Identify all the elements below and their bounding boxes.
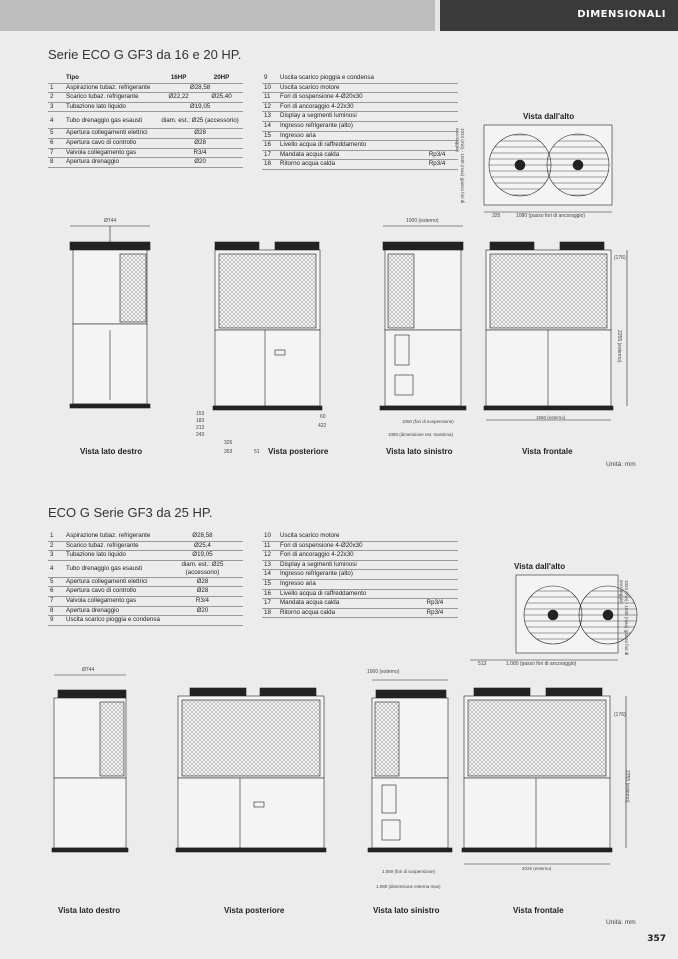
table-row: 2 Scarico tubaz. refrigerante Ø25,4: [48, 541, 243, 551]
table-row: 9 Uscita scarico pioggia e condensa: [262, 74, 458, 83]
dim-325: 325: [492, 213, 501, 219]
table-row: 15 Ingresso aria: [262, 579, 458, 589]
table-row: 4 Tubo drenaggio gas esausti diam. est.: Ø25 (accessorio): [48, 112, 243, 129]
view-right-label-2: Vista lato destro: [58, 906, 121, 915]
dim-1080-2: 1.080 (passo fori di ancoraggio): [506, 661, 577, 667]
table-row: 16 Livello acqua di raffreddamento: [262, 589, 458, 599]
table-row: 14 Ingresso refrigerante (alto): [262, 570, 458, 580]
dim-1000: 1000 (esterno): [406, 218, 439, 224]
view-top-label: Vista dall'alto: [523, 112, 575, 121]
table-row: 3 Tubazione lato liquido Ø19,05: [48, 551, 243, 561]
dim-1650: 1650 (esterno): [536, 415, 566, 420]
view-left-label: Vista lato sinistro: [386, 447, 453, 456]
view-top-label-2: Vista dall'alto: [514, 562, 566, 571]
section1-title: Serie ECO G GF3 da 16 e 20 HP.: [48, 47, 242, 62]
table-row: 7 Valvola collegamento gas R3/4: [48, 596, 243, 606]
dim-243: 243: [196, 432, 205, 438]
table-row: 11 Fori di sospensione 4-Ø20x30: [262, 541, 458, 551]
dim-1080b: 1080 (dimensione est. massima): [388, 432, 454, 437]
table-row: 17 Mandata acqua calda Rp3/4: [262, 599, 458, 609]
view-front-label-2: Vista frontale: [513, 906, 564, 915]
dim-153: 153: [196, 411, 205, 417]
dim-176: (176): [614, 255, 626, 261]
rear-view-2: [176, 688, 326, 852]
dim-213: 213: [196, 425, 205, 431]
table-row: 13 Display a segmenti luminosi: [262, 112, 458, 122]
table-row: 10 Uscita scarico motore: [262, 83, 458, 93]
view-right-label: Vista lato destro: [80, 447, 143, 456]
table-row: 15 Ingresso aria: [262, 131, 458, 141]
table-row: 7 Valvola collegamento gas R3/4: [48, 148, 243, 158]
table-row: 6 Apertura cavo di controllo Ø28: [48, 138, 243, 148]
table-header: Tipo 16HP 20HP: [48, 74, 243, 83]
table-row: 16 Livello acqua di raffreddamento: [262, 141, 458, 151]
dim-1080: 1080 (passo fori di ancoraggio): [516, 213, 585, 219]
table-row: 12 Fori di ancoraggio 4-22x30: [262, 102, 458, 112]
table-row: 5 Apertura collegamenti elettrici Ø28: [48, 577, 243, 587]
unit-label: Unità: mm: [606, 461, 636, 468]
dim-1050-2: 1.050 (fori di sospensione): [382, 869, 436, 874]
dim-2255: 2255 (esterno): [616, 330, 622, 363]
dim-1024: 1024 (min) - 1040 (max) (passo fori di ancoraggio): [455, 128, 465, 204]
front-view-2: [462, 688, 626, 864]
dim-51: 51: [254, 449, 260, 455]
dim-1080b-2: 1.080 (dimensione esterna max): [376, 884, 441, 889]
table-row: 3 Tubazione lato liquido Ø19,05: [48, 102, 243, 112]
dim-2026: 2026 (esterno): [522, 866, 552, 871]
dim-1050: 1050 (fori di sospensione): [402, 419, 454, 424]
table-row: 17 Mandata acqua calda Rp3/4: [262, 150, 458, 160]
view-left-label-2: Vista lato sinistro: [373, 906, 440, 915]
dim-2255-2: 2255 (esterno): [624, 770, 630, 803]
table-row: 13 Display a segmenti luminosi: [262, 560, 458, 570]
top-view-2: [470, 575, 637, 660]
dim-1024-2: 1024 (min) - 1040 (max) (passo fori di ancoraggio): [619, 580, 629, 656]
page-number: 357: [647, 934, 666, 944]
table-row: 18 Ritorno acqua calda Rp3/4: [262, 608, 458, 618]
table-row: 12 Fori di ancoraggio 4-22x30: [262, 551, 458, 561]
right-view-2: [52, 675, 128, 852]
dim-326: 326: [224, 440, 233, 446]
table-row: 4 Tubo drenaggio gas esausti diam. est.: Ø25 (accessorio): [48, 560, 243, 577]
table-row: 1 Aspirazione tubaz. refrigerante Ø28,58: [48, 83, 243, 93]
dim-176-2: (176): [614, 712, 626, 718]
dim-422: 422: [318, 423, 327, 429]
section2-title: ECO G Serie GF3 da 25 HP.: [48, 505, 213, 520]
dim-744: Ø744: [104, 218, 117, 224]
section-label: DIMENSIONALI: [577, 9, 666, 20]
view-rear-label-2: Vista posteriore: [224, 906, 285, 915]
table-row: 14 Ingresso refrigerante (alto): [262, 121, 458, 131]
dim-60: 60: [320, 414, 326, 420]
left-view-2: [368, 680, 452, 852]
table-row: 2 Scarico tubaz. refrigerante Ø22,22 Ø25,40: [48, 93, 243, 103]
table-row: 8 Apertura drenaggio Ø20: [48, 606, 243, 616]
table-row: 1 Aspirazione tubaz. refrigerante Ø28,58: [48, 532, 243, 541]
table-row: 8 Apertura drenaggio Ø20: [48, 158, 243, 168]
dim-513: 513: [478, 661, 487, 667]
dim-353: 353: [224, 449, 233, 455]
table-row: 11 Fori di sospensione 4-Ø20x30: [262, 93, 458, 103]
unit-label-2: Unità: mm: [606, 919, 636, 926]
table-row: 6 Apertura cavo di controllo Ø28: [48, 587, 243, 597]
dim-1000-2: 1000 (esterno): [367, 669, 400, 675]
view-rear-label: Vista posteriore: [268, 447, 329, 456]
dim-744-2: Ø744: [82, 667, 95, 673]
table-row: 5 Apertura collegamenti elettrici Ø28: [48, 129, 243, 139]
table-row: 10 Uscita scarico motore: [262, 532, 458, 541]
table-row: 9 Uscita scarico pioggia e condensa: [48, 616, 243, 626]
dim-183: 183: [196, 418, 205, 424]
view-front-label: Vista frontale: [522, 447, 573, 456]
table-row: 18 Ritorno acqua calda Rp3/4: [262, 160, 458, 170]
